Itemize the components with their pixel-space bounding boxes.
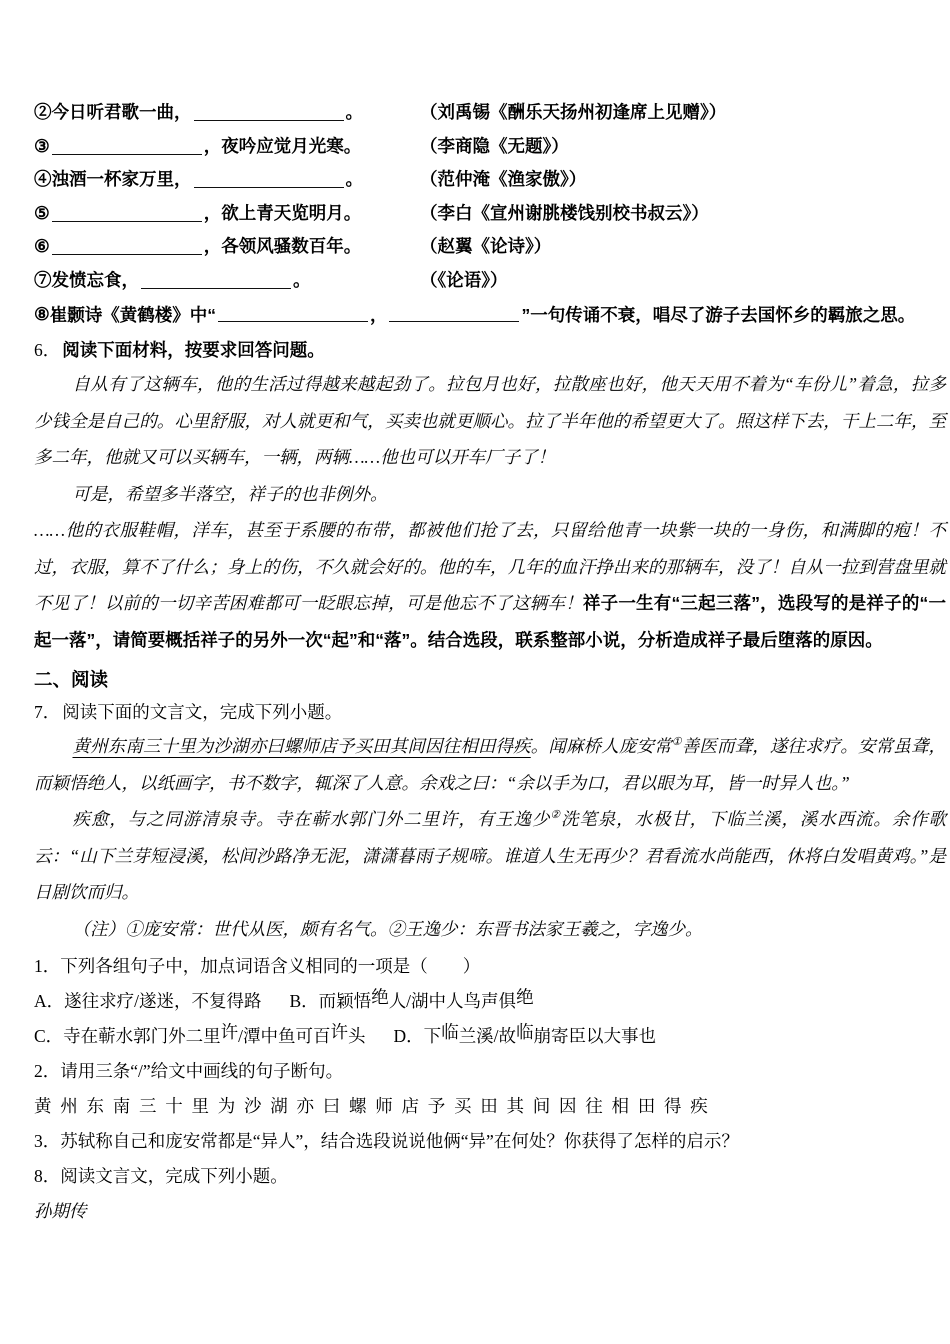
verse-post: ，欲上青天览明月。 (203, 202, 362, 223)
verse-post: 。 (293, 269, 311, 290)
q7-stem-text: 阅读下面的文言文，完成下列小题。 (62, 702, 343, 722)
poem-source: （李白《宣州谢朓楼饯别校书叔云》） (420, 202, 709, 223)
answer-blank[interactable] (52, 139, 202, 155)
section-2-title: 二、阅读 (34, 668, 109, 690)
fill-blank-row-2 (34, 95, 946, 129)
item-number: ④ (34, 169, 52, 190)
verse-pre: 发愤忘食， (51, 269, 139, 290)
q6-paragraph-3 (34, 512, 946, 658)
verse-mid: ， (369, 304, 388, 325)
verse-post: ，各领风骚数百年。 (203, 236, 362, 257)
fill-blank-row-8 (34, 296, 946, 332)
option-b-text: B．而颖悟 (289, 991, 372, 1011)
item-number: ② (34, 102, 52, 123)
footnote-ref-1: ① (671, 736, 682, 749)
q7-sub3-stem: 3．苏轼称自己和庞安常都是“异人”，结合选段说说他俩“异”在何处？你获得了怎样的启示？ (34, 1131, 739, 1151)
passage-text: 善医而聋，遂往求疗。安常虽聋，而颖悟绝人，以纸画字，书不数字，辄深了人意。余戏之曰：“余以手为口，君以眼为耳，皆一时异人也。” (34, 736, 946, 793)
verse-pre: 浊酒一杯家万里， (51, 169, 192, 190)
verse-post: ”一句传诵不衰，唱尽了游子去国怀乡的羁旅之思。 (521, 304, 916, 325)
verse-pre: 今日听君歌一曲， (51, 102, 192, 123)
emphasized-char: 绝 (371, 987, 389, 1007)
answer-blank[interactable] (52, 239, 202, 255)
q7-sub1-stem: 1．下列各组句子中，加点词语含义相同的一项是（ ） (34, 956, 481, 976)
option-d-text: 兰溪/故 (458, 1026, 517, 1046)
q7-note: （注）①庞安常：世代从医，颇有名气。②王逸少：东晋书法家王羲之，字逸少。 (72, 918, 703, 939)
q7-passage-p2 (34, 801, 946, 911)
passage-text: 。闻麻桥人庞安常 (530, 736, 672, 756)
option-c (34, 1022, 366, 1046)
q7-sub2-stem: 2．请用三条“/”给文中画线的句子断句。 (34, 1061, 344, 1081)
q6-question-text: 祥子一生有“三起三落”，选段写的是祥子的“一起一落”，请简要概括祥子的另外一次“起”和“落”。结合选段，联系整部小说，分析造成祥子最后堕落的原因。 (34, 593, 946, 650)
verse-post: 。 (345, 102, 363, 123)
q6-stem (34, 332, 946, 366)
q7-stem (34, 695, 946, 728)
option-b-text: 人/湖中人鸟声俱 (388, 991, 517, 1011)
verse-pre: 崔颢诗《黄鹤楼》中“ (49, 304, 216, 325)
q7-sub2-sentence: 黄州东南三十里为沙湖亦曰螺师店予买田其间因往相田得疾 (34, 1096, 717, 1116)
option-c-text: 头 (348, 1026, 366, 1046)
option-c-text: /潭中鱼可百 (238, 1026, 331, 1046)
verse-line (34, 99, 420, 124)
emphasized-char: 临 (516, 1022, 534, 1042)
option-d (393, 1022, 657, 1046)
verse-line (34, 133, 420, 158)
item-number: ⑧ (34, 303, 50, 324)
item-number: ③ (34, 135, 50, 156)
answer-blank[interactable] (389, 306, 519, 322)
poem-source: （赵翼《论诗》） (420, 236, 552, 257)
poem-source: （刘禹锡《酬乐天扬州初逢席上见赠》） (420, 102, 727, 123)
answer-blank[interactable] (218, 306, 368, 322)
footnote-ref-2: ② (550, 809, 561, 822)
answer-blank[interactable] (52, 206, 202, 222)
q7-sub1-options-ab (34, 984, 946, 1019)
fill-blank-row-7 (34, 263, 946, 297)
poem-source: （李商隐《无题》） (420, 135, 569, 156)
verse-line (34, 233, 420, 258)
option-d-text: 崩寄臣以大事也 (533, 1026, 657, 1046)
emphasized-char: 临 (441, 1022, 459, 1042)
q6-paragraph-1: 自从有了这辆车，他的生活过得越来越起劲了。拉包月也好，拉散座也好，他天天用不着为“车份儿”着急，拉多少钱全是自己的。心里舒服，对人就更和气，买卖也就更顺心。拉了半年他的希望更大了。照这样下去，干上二年，至多二年，他就又可以买辆车，一辆，两辆……他也可以开车厂子了！ (34, 374, 946, 467)
item-number: ⑦ (34, 269, 52, 290)
q8-number: 8． (34, 1166, 61, 1186)
q6-excerpt-text: ……他的衣服鞋帽，洋车，甚至于系腰的布带，都被他们抢了去，只留给他青一块紫一块的一身伤，和满脚的疱！不过，衣服，算不了什么；身上的伤，不久就会好的。他的车，几年的血汗挣出来的那辆车，没了！自从一拉到营盘里就不见了！以前的一切辛苦困难都可一眨眼忘掉，可是他忘不了这辆车！ (34, 520, 946, 613)
option-a: A．遂往求疗/遂迷，不复得路 (34, 991, 262, 1011)
answer-blank[interactable] (141, 273, 291, 289)
q7-passage-p1 (34, 728, 946, 801)
emphasized-char: 许 (220, 1022, 239, 1042)
poem-source: （范仲淹《渔家傲》） (420, 169, 587, 190)
verse-post: 。 (345, 169, 363, 190)
verse-line (34, 200, 420, 225)
fill-blank-row-5 (34, 196, 946, 230)
q6-number: 6． (34, 339, 61, 360)
verse-line (34, 166, 420, 191)
answer-blank[interactable] (194, 105, 344, 121)
answer-blank[interactable] (194, 172, 344, 188)
poem-source: （《论语》） (420, 269, 508, 290)
emphasized-char: 绝 (516, 987, 534, 1007)
verse-line (34, 267, 420, 292)
q8-stem (34, 1159, 946, 1194)
emphasized-char: 许 (330, 1022, 349, 1042)
item-number: ⑤ (34, 202, 50, 223)
q8-stem-text: 阅读文言文，完成下列小题。 (60, 1166, 288, 1186)
q8-passage-title: 孙期传 (34, 1201, 87, 1221)
q7-sub1-options-cd (34, 1019, 946, 1054)
q6-stem-text: 阅读下面材料，按要求回答问题。 (62, 339, 325, 360)
q7-number: 7． (34, 702, 61, 722)
underlined-sentence: 黄州东南三十里为沙湖亦曰螺师店予买田其间因往相田得疾 (72, 736, 531, 756)
page-content (34, 95, 946, 1229)
option-d-text: D．下 (393, 1026, 442, 1046)
item-number: ⑥ (34, 236, 50, 257)
fill-blank-row-4 (34, 162, 946, 196)
q6-paragraph-2: 可是，希望多半落空，祥子的也非例外。 (72, 483, 388, 504)
passage-text: 洗笔泉，水极甘，下临兰溪，溪水西流。余作歌云：“山下兰芽短浸溪，松间沙路净无泥，潇潇暮雨子规啼。谁道人生无再少？君看流水尚能西，休将白发唱黄鸡。”是日剧饮而归。 (34, 809, 946, 902)
option-b (289, 987, 534, 1011)
option-c-text: C．寺在蕲水郭门外二里 (34, 1026, 221, 1046)
verse-post: ，夜吟应觉月光寒。 (203, 135, 362, 156)
passage-text: 疾愈，与之同游清泉寺。寺在蕲水郭门外二里许，有王逸少 (72, 809, 551, 829)
fill-blank-row-3 (34, 129, 946, 163)
fill-blank-row-6 (34, 229, 946, 263)
